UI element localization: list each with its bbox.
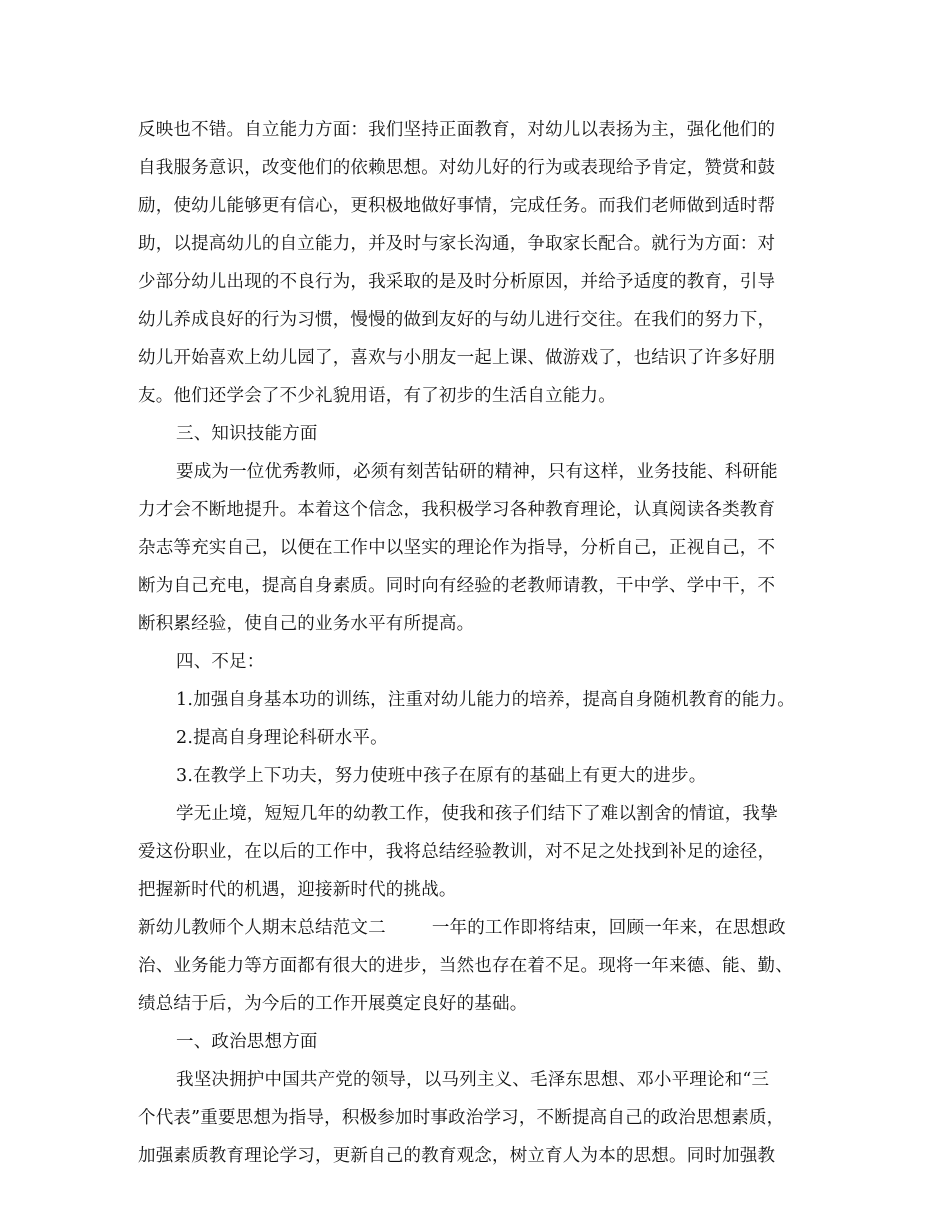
paragraph-line: 要成为一位优秀教师，必须有刻苦钻研的精神，只有这样，业务技能、科研能 <box>176 462 778 482</box>
list-item: 3.在教学上下功夫，努力使班中孩子在原有的基础上有更大的进步。 <box>176 766 707 786</box>
article-title: 新幼儿教师个人期末总结范文二 <box>138 918 386 938</box>
paragraph-line: 加强素质教育理论学习，更新自己的教育观念，树立育人为本的思想。同时加强教 <box>138 1146 776 1166</box>
paragraph-line: 把握新时代的机遇，迎接新时代的挑战。 <box>138 880 457 900</box>
paragraph-line-with-title <box>138 916 786 940</box>
section-heading: 一、政治思想方面 <box>176 1032 318 1052</box>
paragraph-line: 反映也不错。自立能力方面：我们坚持正面教育，对幼儿以表扬为主，强化他们的 <box>138 120 776 140</box>
paragraph-line: 力才会不断地提升。本着这个信念，我积极学习各种教育理论，认真阅读各类教育 <box>138 500 776 520</box>
paragraph-line: 幼儿开始喜欢上幼儿园了，喜欢与小朋友一起上课、做游戏了，也结识了许多好朋 <box>138 348 776 368</box>
list-item: 1.加强自身基本功的训练，注重对幼儿能力的培养，提高自身随机教育的能力。 <box>176 690 795 710</box>
paragraph-line: 励，使幼儿能够更有信心，更积极地做好事情，完成任务。而我们老师做到适时帮 <box>138 196 776 216</box>
paragraph-line: 绩总结于后，为今后的工作开展奠定良好的基础。 <box>138 994 528 1014</box>
paragraph-line: 个代表”重要思想为指导，积极参加时事政治学习，不断提高自己的政治思想素质， <box>138 1108 785 1128</box>
paragraph-text: 一年的工作即将结束，回顾一年来，在思想政 <box>431 918 786 938</box>
paragraph-line: 幼儿养成良好的行为习惯，慢慢的做到友好的与幼儿进行交往。在我们的努力下， <box>138 310 776 330</box>
paragraph-line: 少部分幼儿出现的不良行为，我采取的是及时分析原因，并给予适度的教育，引导 <box>138 272 776 292</box>
paragraph-line: 自我服务意识，改变他们的依赖思想。对幼儿好的行为或表现给予肯定，赞赏和鼓 <box>138 158 776 178</box>
paragraph-line: 治、业务能力等方面都有很大的进步，当然也存在着不足。现将一年来德、能、勤、 <box>138 956 793 976</box>
paragraph-line: 友。他们还学会了不少礼貌用语，有了初步的生活自立能力。 <box>138 386 616 406</box>
paragraph-line: 断积累经验，使自己的业务水平有所提高。 <box>138 614 475 634</box>
paragraph-line: 杂志等充实自己，以便在工作中以坚实的理论作为指导，分析自己，正视自己，不 <box>138 538 776 558</box>
paragraph-line: 爱这份职业，在以后的工作中，我将总结经验教训，对不足之处找到补足的途径， <box>138 842 776 862</box>
paragraph-line: 我坚决拥护中国共产党的领导，以马列主义、毛泽东思想、邓小平理论和“三 <box>176 1070 770 1090</box>
section-heading: 三、知识技能方面 <box>176 424 318 444</box>
paragraph-line: 断为自己充电，提高自身素质。同时向有经验的老教师请教，干中学、学中干，不 <box>138 576 776 596</box>
paragraph-line: 助，以提高幼儿的自立能力，并及时与家长沟通，争取家长配合。就行为方面：对 <box>138 234 776 254</box>
list-item: 2.提高自身理论科研水平。 <box>176 728 388 748</box>
paragraph-line: 学无止境，短短几年的幼教工作，使我和孩子们结下了难以割舍的情谊，我挚 <box>176 804 778 824</box>
section-heading: 四、不足： <box>176 652 265 672</box>
